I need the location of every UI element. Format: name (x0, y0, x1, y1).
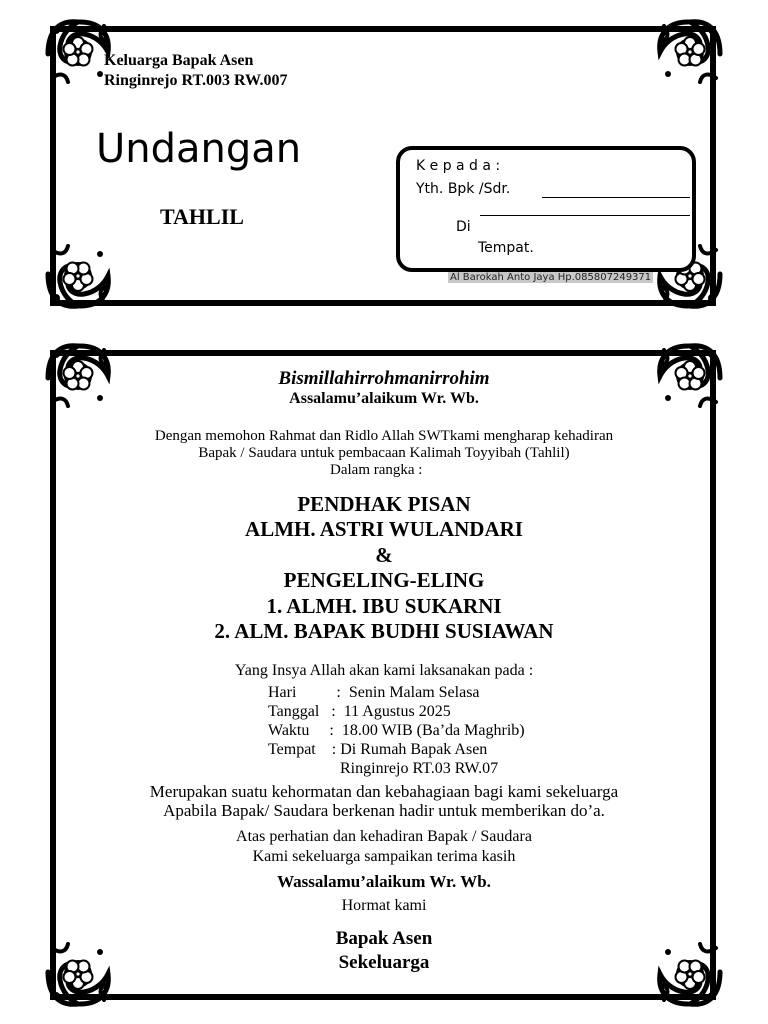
printer-credit: Al Barokah Anto Jaya Hp.085807249371 (450, 272, 652, 283)
card1-corner-ornament-bottom-left-icon (42, 240, 114, 312)
recipient-name-line (542, 197, 690, 198)
detail-waktu: Waktu : 18.00 WIB (Ba’da Maghrib) (268, 722, 525, 739)
closing-salam: Wassalamu’alaikum Wr. Wb. (277, 872, 491, 891)
family-name: Keluarga Bapak Asen (104, 52, 254, 69)
schedule-intro: Yang Insya Allah akan kami laksanakan pada : (234, 662, 534, 679)
invitation-title: Undangan (96, 126, 302, 172)
thanks-line-1: Atas perhatian dan kehadiran Bapak / Saudara (236, 828, 532, 845)
recipient-kepada: K e p a d a : (416, 158, 501, 174)
recipient-yth: Yth. Bpk /Sdr. (416, 181, 511, 197)
honor-line-2: Apabila Bapak/ Saudara berkenan hadir untuk memberikan do’a. (163, 801, 605, 820)
card1-corner-ornament-top-right-icon (654, 16, 726, 88)
intro-line-3: Dalam rangka : (330, 462, 423, 478)
event-line-5: 2. ALM. BAPAK BUDHI SUSIAWAN (214, 619, 554, 643)
detail-tempat: Tempat : Di Rumah Bapak Asen (268, 741, 488, 758)
event-line-1: PENDHAK PISAN (297, 492, 471, 516)
honor-line-1: Merupakan suatu kehormatan dan kebahagiaan bagi kami sekeluarga (149, 782, 619, 801)
recipient-name-line-2 (480, 215, 690, 216)
family-address: Ringinrejo RT.003 RW.007 (104, 72, 288, 89)
opening-salam: Assalamu’alaikum Wr. Wb. (289, 390, 479, 407)
detail-tempat-address: Ringinrejo RT.03 RW.07 (268, 760, 499, 777)
event-line-2: ALMH. ASTRI WULANDARI (245, 517, 523, 541)
intro-line-1: Dengan memohon Rahmat dan Ridlo Allah SWTkami mengharap kehadiran (154, 428, 614, 444)
detail-tanggal: Tanggal : 11 Agustus 2025 (268, 703, 451, 720)
basmalah: Bismillahirrohmanirrohim (278, 368, 490, 389)
thanks-line-2: Kami sekeluarga sampaikan terima kasih (252, 848, 516, 865)
event-ampersand: & (375, 543, 393, 567)
regards: Hormat kami (341, 897, 427, 914)
invitation-subtitle: TAHLIL (160, 204, 244, 229)
event-line-3: PENGELING-ELING (283, 568, 485, 592)
event-line-4: 1. ALMH. IBU SUKARNI (266, 594, 502, 618)
signature-name: Bapak Asen (335, 928, 433, 949)
detail-hari: Hari : Senin Malam Selasa (268, 684, 480, 701)
recipient-di: Di (456, 219, 471, 235)
recipient-tempat: Tempat. (478, 240, 534, 256)
signature-family: Sekeluarga (338, 952, 430, 973)
intro-line-2: Bapak / Saudara untuk pembacaan Kalimah Toyyibah (Tahlil) (198, 445, 570, 461)
